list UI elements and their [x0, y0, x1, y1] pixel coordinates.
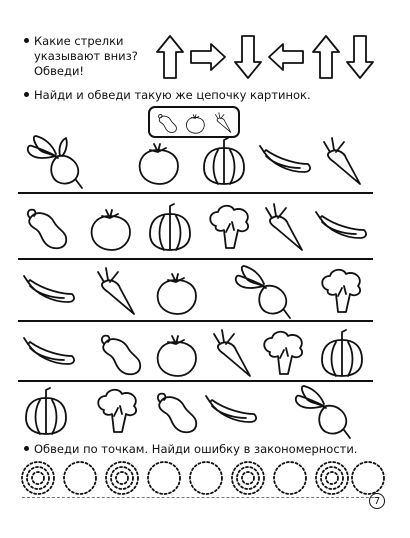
circle-icon[interactable] [146, 460, 182, 496]
tomato-icon[interactable] [130, 134, 186, 190]
circle-icon[interactable] [272, 460, 308, 496]
broccoli-icon[interactable] [202, 200, 258, 256]
eggplant-icon[interactable] [148, 384, 204, 440]
broccoli-icon[interactable] [90, 384, 146, 440]
row-divider [18, 192, 373, 194]
spiral-icon[interactable] [314, 460, 350, 496]
vegetable-row-3 [18, 264, 372, 320]
bullet [24, 38, 29, 43]
page-number: 7 [369, 493, 385, 509]
spiral-icon[interactable] [230, 460, 266, 496]
carrot-icon[interactable] [316, 134, 372, 190]
left-arrow-icon[interactable] [267, 42, 305, 72]
task-1-line-1: Какие стрелки [34, 34, 124, 48]
task-1-line-3: Обведи! [34, 64, 85, 78]
beet-icon[interactable] [26, 134, 82, 190]
circle-icon[interactable] [188, 460, 224, 496]
peas-icon[interactable] [314, 200, 370, 256]
pumpkin-icon[interactable] [142, 200, 198, 256]
circle-icon[interactable] [350, 460, 386, 496]
beet-icon[interactable] [280, 384, 364, 440]
task-2-text: Найди и обведи такую же цепочку картинок. [34, 88, 311, 102]
eggplant-icon[interactable] [18, 200, 74, 256]
tomato-icon[interactable] [148, 326, 204, 382]
dotted-baseline [22, 497, 374, 498]
arrow-row [155, 34, 375, 80]
eggplant-icon [154, 110, 180, 136]
carrot-icon[interactable] [206, 326, 262, 382]
up-arrow-icon[interactable] [311, 34, 341, 80]
vegetable-row-4 [18, 326, 372, 382]
row-divider [18, 258, 373, 260]
pumpkin-icon[interactable] [18, 384, 74, 440]
vegetable-row-2 [18, 200, 372, 256]
up-arrow-icon[interactable] [155, 34, 185, 80]
beet-icon[interactable] [224, 264, 300, 320]
spiral-icon[interactable] [104, 460, 140, 496]
task-1-question [24, 34, 138, 79]
carrot-icon[interactable] [258, 200, 314, 256]
row-divider [18, 320, 373, 322]
peas-icon[interactable] [22, 326, 78, 382]
spiral-icon[interactable] [20, 460, 56, 496]
down-arrow-icon[interactable] [233, 34, 263, 80]
bullet [24, 446, 29, 451]
broccoli-icon[interactable] [314, 264, 370, 320]
dotted-circle-pattern [20, 460, 380, 500]
bullet [24, 92, 29, 97]
pumpkin-icon[interactable] [314, 326, 370, 382]
eggplant-icon[interactable] [92, 326, 148, 382]
broccoli-icon[interactable] [256, 326, 312, 382]
peas-icon[interactable] [204, 384, 260, 440]
task-3-text: Обведи по точкам. Найди ошибку в закономерности. [34, 442, 358, 456]
right-arrow-icon[interactable] [189, 42, 227, 72]
task-3-question [24, 442, 357, 457]
circle-icon[interactable] [62, 460, 98, 496]
carrot-icon[interactable] [90, 264, 146, 320]
pumpkin-icon[interactable] [196, 134, 252, 190]
vegetable-row-5 [18, 384, 372, 440]
tomato-icon[interactable] [148, 264, 204, 320]
tomato-icon[interactable] [82, 200, 138, 256]
peas-icon[interactable] [22, 264, 78, 320]
peas-icon[interactable] [258, 134, 314, 190]
tomato-icon [182, 110, 208, 136]
carrot-icon [212, 110, 236, 136]
task-2-question [24, 88, 311, 103]
row-divider [18, 380, 373, 382]
down-arrow-icon[interactable] [345, 34, 375, 80]
vegetable-row-1 [18, 134, 372, 190]
task-1-line-2: указывают вниз? [34, 49, 138, 63]
